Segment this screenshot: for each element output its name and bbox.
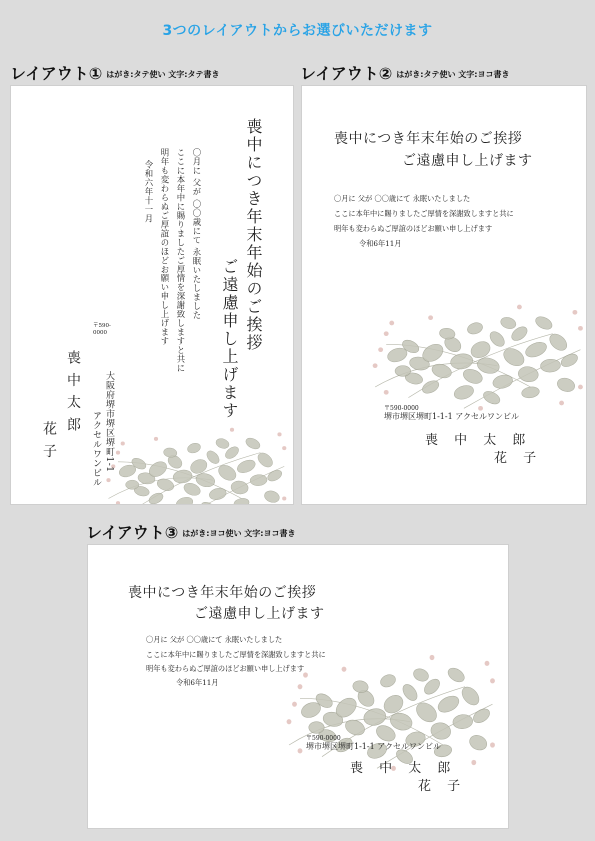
layout-3-label [86,520,295,543]
bud [517,305,522,310]
body-line-2: ここに本年中に賜りましたご厚情を深謝致しますと共に [334,209,514,218]
postal-code: 〒590-0000 [306,735,341,742]
leaf [244,436,262,451]
layout-2-title: レイアウト② [300,64,393,83]
leaf [250,474,268,486]
bud [490,678,495,683]
leaf [395,366,411,377]
leaf [156,477,176,493]
leaf [233,497,250,504]
body-line-1: 〇月に 父が 〇〇歳にて 永眠いたしました [146,635,283,644]
leaf [452,714,473,730]
greeting-line-2: ご遠慮申し上げます [194,606,325,622]
sender-name-2: 花 子 [494,451,543,466]
leaf [230,480,249,496]
leaf [452,383,475,402]
body-line-3: 明年も変わらぬご厚誼のほどお願い申し上げます [334,224,493,233]
leaf [379,673,397,690]
bud [559,401,564,406]
bud [485,661,490,666]
bud [572,310,577,315]
layout-2-desc: はがき:タテ使い 文字:ヨコ書き [396,70,510,79]
leaf [343,717,366,737]
leaf [266,468,284,483]
bud [490,742,495,747]
bud [116,451,120,455]
leaf [500,345,527,369]
address: 堺市堺区堺町1-1-1 アクセルワンビル [306,742,441,751]
leaf [517,365,539,383]
bud [578,326,583,331]
leaf [559,351,580,369]
leaf [363,707,387,727]
leaf [400,682,420,704]
leaf [235,458,257,476]
leaf [172,469,193,485]
body-line-1: 〇月に 父が 〇〇歳にて 永眠いたしました [334,194,471,203]
bud [384,331,389,336]
leaf [204,449,221,466]
layout-1-card[interactable] [11,86,293,504]
bud [282,496,286,500]
bud [116,501,120,504]
leaf [499,315,517,330]
leaf [216,462,239,483]
layout-2-label [300,61,509,84]
flower-illustration [364,291,586,419]
body-line-3: 明年も変わらぬご厚誼のほどお願い申し上げます [146,664,305,673]
leaf [555,376,576,394]
bud [154,437,158,441]
layout-3-desc: はがき:ヨコ使い 文字:ヨコ書き [182,529,296,538]
bud [428,315,433,320]
bud [342,667,347,672]
leaf [430,362,453,381]
leaf [412,667,430,684]
body-line-1: 〇月に 父が 〇〇歳にて 永眠いたしました [192,148,202,320]
date: 令和6年11月 [176,678,219,687]
sender-name-2: 花 子 [41,421,57,460]
leaf [413,699,440,726]
leaf [487,329,507,349]
layout-3-title: レイアウト③ [86,523,179,542]
bud [389,321,394,326]
bud [471,760,476,765]
postal-code: 〒590-0000 [384,405,419,412]
date: 令和6年11月 [359,239,402,248]
leaf [533,314,554,332]
bud [292,702,297,707]
bud [230,428,234,432]
bud [121,441,125,445]
flower-illustration [99,416,289,504]
date: 令和六年十一月 [144,160,154,223]
layout-1-desc: はがき:タテ使い 文字:タテ書き [106,70,220,79]
leaf [481,389,502,407]
bud [277,432,281,436]
leaf [471,706,492,725]
body-line-2: ここに本年中に賜りましたご厚情を深謝致しますと共に [176,148,186,373]
leaf [309,722,324,734]
address-line-1: 大阪府堺市堺区堺町1-1 [104,371,114,473]
leaf [466,321,484,336]
leaf [199,500,217,504]
sender-name: 喪 中 太 郎 [425,433,532,448]
leaf [468,733,489,753]
bud [478,406,483,411]
bud [282,446,286,450]
bud [298,684,303,689]
leaf [540,358,561,372]
greeting-line-1: 喪中につき年末年始のご挨拶 [334,131,523,147]
greeting-line-1: 喪中につき年末年始のご挨拶 [128,585,317,601]
leaf [420,378,441,396]
leaf [208,486,227,501]
layout-3-card[interactable] [88,545,508,828]
bud [384,390,389,395]
leaf [446,665,467,684]
address-line-2: アクセルワンビル [91,411,101,487]
bud [298,748,303,753]
layout-1-label [10,61,219,84]
postal-code: 〒590-0000 [93,323,111,336]
leaf [175,495,195,504]
leaf [186,442,202,455]
leaf [449,352,474,370]
sender-name: 喪 中 太 郎 [350,761,457,776]
address: 堺市堺区堺町1-1-1 アクセルワンビル [384,412,519,421]
body-line-2: ここに本年中に賜りましたご厚情を深謝致しますと共に [146,650,326,659]
leaf [521,386,540,399]
leaf [523,339,549,360]
bud [430,655,435,660]
leaf [215,437,231,450]
sender-name: 喪 中 太 郎 [65,350,81,434]
bud [373,363,378,368]
leaf [263,489,281,504]
greeting-line-2: ご遠慮申し上げます [220,258,239,420]
bud [287,719,292,724]
body-line-3: 明年も変わらぬご厚誼のほどお願い申し上げます [160,148,170,346]
bud [578,385,583,390]
greeting-line-1: 喪中につき年末年始のご挨拶 [244,118,263,352]
leaf [430,721,452,741]
layout-2-card[interactable] [302,86,586,504]
layout-1-title: レイアウト① [10,64,103,83]
leaf [436,693,462,716]
bud [106,478,110,482]
greeting-line-2: ご遠慮申し上げます [402,153,533,169]
sender-name-2: 花 子 [418,779,467,794]
bud [378,347,383,352]
page-title: 3つのレイアウトからお選びいただけます [162,23,433,39]
leaf [126,480,139,489]
leaf [491,373,514,390]
